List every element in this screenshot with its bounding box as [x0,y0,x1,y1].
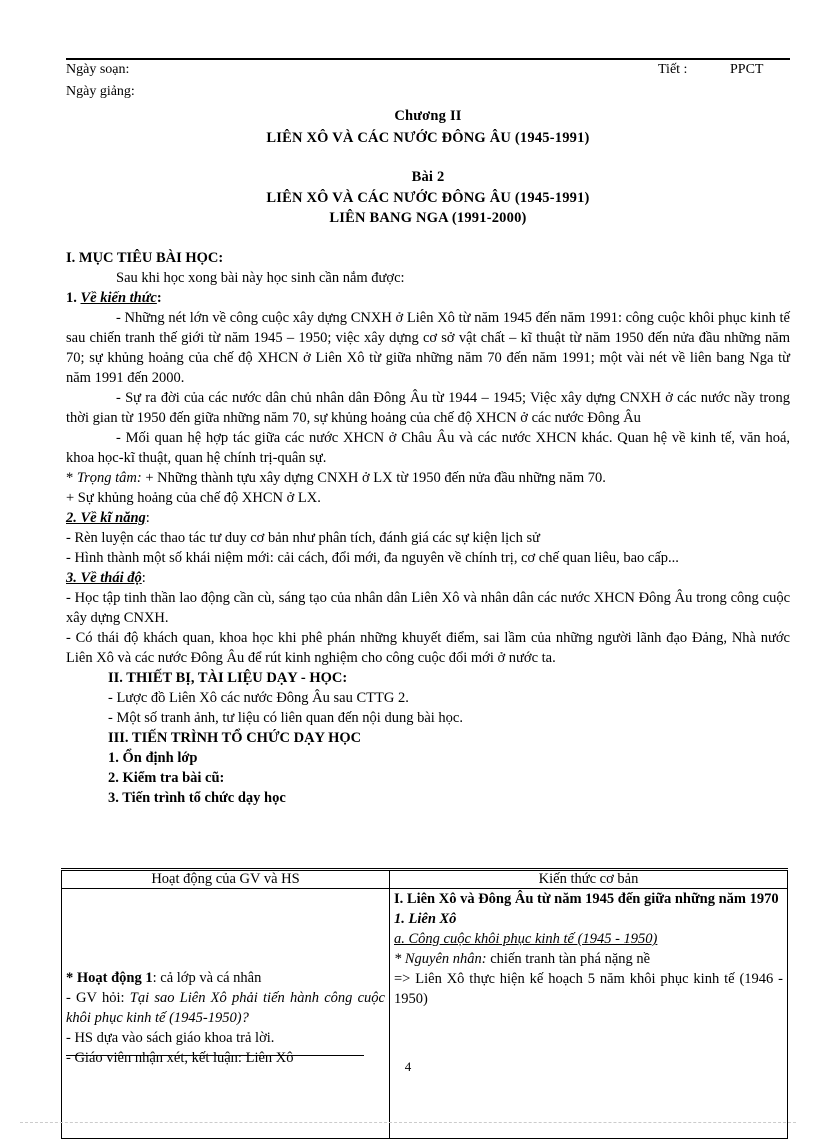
teacher-question-prefix: - GV hỏi: [66,990,130,1006]
activity-1-label: * Hoạt động 1 [66,970,153,986]
teach-date-label: Ngày giảng: [66,84,135,99]
focus-text: + Những thành tựu xây dựng CNXH ở LX từ 1950 đến nửa đầu những năm 70. [141,470,606,486]
process-step-1: 1. Ổn định lớp [108,750,198,766]
header-rule [66,58,790,60]
chapter-number: Chương II [394,108,462,124]
lesson-title-line-1: LIÊN XÔ VÀ CÁC NƯỚC ĐÔNG ÂU (1945-1991) [266,190,590,206]
skills-item-2: - Hình thành một số khái niệm mới: cải cách, đổi mới, đa nguyên về chính trị, cơ chế quan liêu, bao cấp... [66,550,679,566]
cause-label: * Nguyên nhân: [394,951,487,967]
objectives-heading: I. MỤC TIÊU BÀI HỌC: [66,250,224,266]
attitude-label: 3. Về thái độ [66,570,142,586]
knowledge-subheading: 1. Liên Xô [394,911,457,927]
lesson-plan-table [61,868,788,1139]
skills-label: 2. Về kĩ năng [66,510,146,526]
cause-line [394,949,783,969]
lesson-number: Bài 2 [411,169,445,185]
knowledge-colon: : [156,290,162,306]
cause-text: chiến tranh tàn phá nặng nề [486,951,651,967]
prep-date-label: Ngày soạn: [66,62,130,77]
attitude-heading [66,568,790,588]
knowledge-heading [66,288,790,308]
focus-line [66,468,790,488]
process-step-3: 3. Tiến trình tổ chức dạy học [108,790,286,806]
footnote-separator [66,1055,364,1056]
period-label: Tiết : [658,62,688,77]
chapter-title: LIÊN XÔ VÀ CÁC NƯỚC ĐÔNG ÂU (1945-1991) [266,130,590,146]
knowledge-item-1: - Những nét lớn về công cuộc xây dựng CNXH ở Liên Xô từ năm 1945 đến năm 1991: công cuộc khôi phục kinh tế sau chiến tranh thế giới từ năm 1945 – 1950; việc xây dựng cơ sở vật chất – kĩ thuật từ năm 1950 đến nửa đầu những năm 70; sự khủng hoảng của chế độ XHCN ở Liên Xô từ giữa những năm 70 đến năm 1991; một vài nét về liên bang Nga từ năm 1991 đến 2000. [66,310,790,386]
focus-label: Trọng tâm: [76,470,142,486]
knowledge-item-3: - Mối quan hệ hợp tác giữa các nước XHCN ở Châu Âu và các nước XHCN khác. Quan hệ về kinh tế, văn hoá, khoa học-kĩ thuật, quan hệ chính trị-quân sự. [66,430,790,466]
objectives-intro: Sau khi học xong bài này học sinh cần nắm được: [116,270,405,286]
activities-cell [62,889,390,1139]
table-header-activities: Hoạt động của GV và HS [62,870,390,889]
equipment-item-1: - Lược đồ Liên Xô các nước Đông Âu sau CTTG 2. [108,690,409,706]
activity-1-heading [66,968,385,988]
activity-1-text: : cả lớp và cá nhân [152,970,262,986]
knowledge-cell [390,889,788,1139]
knowledge-section-heading: I. Liên Xô và Đông Âu từ năm 1945 đến giữa những năm 1970 [394,891,779,907]
focus-star: * [66,470,77,486]
lesson-title-line-2: LIÊN BANG NGA (1991-2000) [329,210,527,226]
knowledge-number: 1. [66,290,81,306]
result-line: => Liên Xô thực hiện kế hoạch 5 năm khôi phục kinh tế (1946 - 1950) [394,971,783,1007]
table-header-row [62,870,788,889]
attitude-colon: : [141,570,146,586]
skills-heading [66,508,790,528]
ppct-label: PPCT [730,62,764,77]
lesson-body [66,248,790,808]
knowledge-item-2: - Sự ra đời của các nước dân chủ nhân dân Đông Âu từ 1944 – 1945; Việc xây dựng CNXH ở các nước nầy trong thời gian từ 1950 đến giữa những năm 70, sự khủng hoảng của chế độ XHCN ở các nước Đông Âu [66,390,790,426]
table-row [62,889,788,1139]
attitude-item-2: - Có thái độ khách quan, khoa học khi phê phán những khuyết điểm, sai lầm của những người lãnh đạo Đảng, Nhà nước Liên Xô và các nước Đông Âu để rút kinh nghiệm cho công cuộc đổi mới ở nước ta. [66,630,790,666]
page-number: 4 [404,1059,412,1074]
teacher-conclusion: - Giáo viên nhận xét, kết luận: Liên Xô [66,1050,294,1066]
equipment-item-2: - Một số tranh ảnh, tư liệu có liên quan đến nội dung bài học. [108,710,463,726]
student-activity: - HS dựa vào sách giáo khoa trả lời. [66,1030,275,1046]
process-step-2: 2. Kiểm tra bài cũ: [108,770,225,786]
teacher-question [66,988,385,1028]
knowledge-topic-a: a. Công cuộc khôi phục kinh tế (1945 - 1950) [394,931,658,947]
attitude-item-1: - Học tập tinh thần lao động cần cù, sáng tạo của nhân dân Liên Xô và nhân dân các nước XHCN Đông Âu trong công cuộc xây dựng CNXH. [66,590,790,626]
skills-colon: : [145,510,150,526]
process-heading: III. TIẾN TRÌNH TỔ CHỨC DẠY HỌC [108,730,362,746]
teacher-question-text: Tại sao Liên Xô phải tiến hành công cuộc khôi phục kinh tế (1945-1950)? [66,990,385,1026]
equipment-heading: II. THIẾT BỊ, TÀI LIỆU DẠY - HỌC: [108,670,348,686]
focus-line-2: + Sự khủng hoảng của chế độ XHCN ở LX. [66,490,321,506]
skills-item-1: - Rèn luyện các thao tác tư duy cơ bản như phân tích, đánh giá các sự kiện lịch sử [66,530,540,546]
knowledge-label: Về kiến thức [80,290,157,306]
table-header-knowledge: Kiến thức cơ bản [390,870,788,889]
